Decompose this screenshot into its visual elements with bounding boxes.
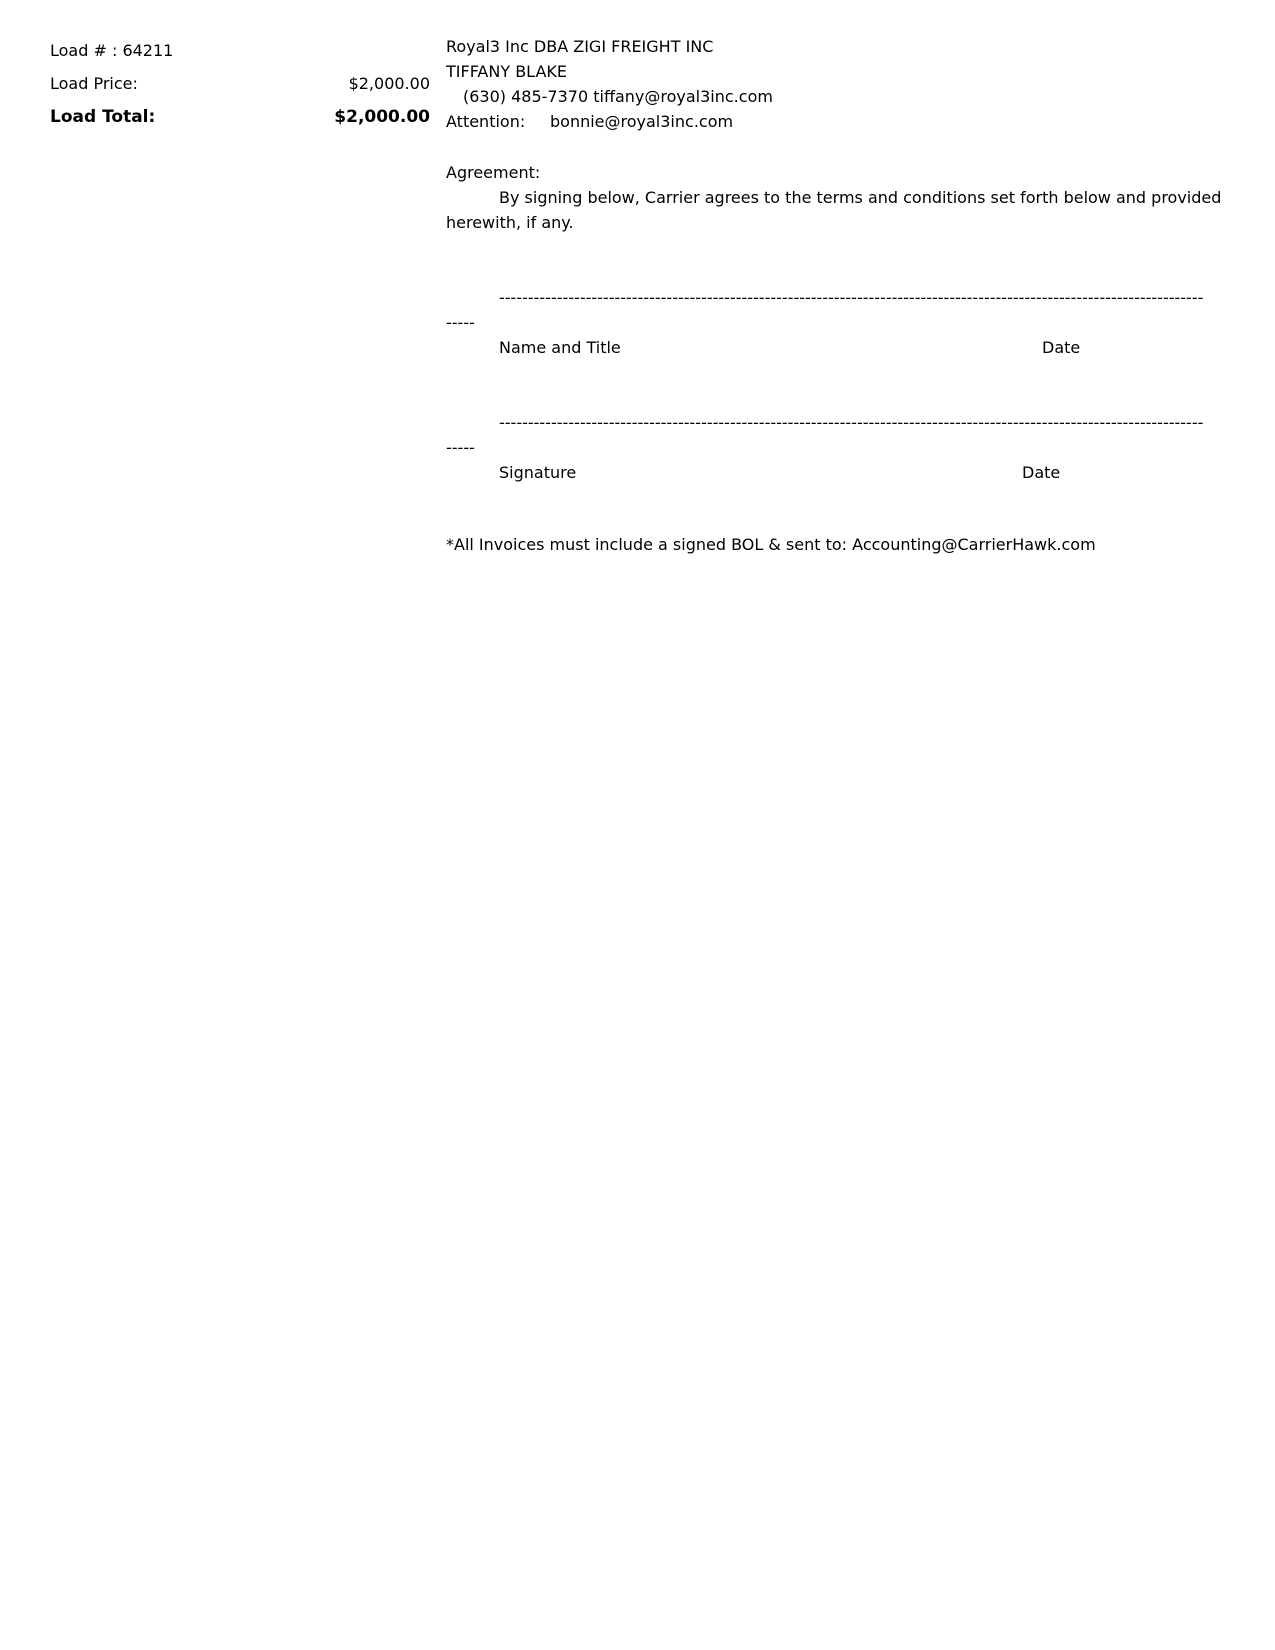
date-label: Date — [1042, 338, 1081, 357]
load-total-row — [50, 106, 430, 139]
agreement-section — [446, 160, 1226, 235]
attention-line — [446, 109, 1226, 134]
attention-label: Attention: — [446, 112, 526, 131]
date-label: Date — [1022, 463, 1061, 482]
name-title-signature-block — [446, 285, 1216, 360]
load-number: Load # : 64211 — [50, 41, 174, 60]
load-total-value: $2,000.00 — [334, 107, 430, 127]
name-and-title-label: Name and Title — [499, 338, 621, 357]
signature-dash-tail: ----- — [446, 438, 475, 457]
signature-labels — [446, 335, 1216, 360]
load-summary — [50, 40, 430, 139]
load-price-row — [50, 73, 430, 106]
signature-block — [446, 410, 1216, 485]
load-price-value: $2,000.00 — [348, 74, 430, 93]
carrier-company: Royal3 Inc DBA ZIGI FREIGHT INC — [446, 37, 714, 56]
carrier-contact-name: TIFFANY BLAKE — [446, 62, 568, 81]
signature-dash-line: -------------------------------------------------------------------------------------------------------------------------- — [499, 413, 1204, 432]
carrier-info — [446, 34, 1226, 134]
signature-dash-tail: ----- — [446, 313, 475, 332]
signature-label: Signature — [499, 463, 577, 482]
carrier-phone-email: (630) 485-7370 tiffany@royal3inc.com — [463, 87, 773, 106]
agreement-body: By signing below, Carrier agrees to the terms and conditions set forth below and provided herewith, if any. — [446, 188, 1222, 232]
signature-labels — [446, 460, 1216, 485]
invoice-footer-note: *All Invoices must include a signed BOL & sent to: Accounting@CarrierHawk.com — [446, 535, 1096, 554]
signature-dash-line: -------------------------------------------------------------------------------------------------------------------------- — [499, 288, 1204, 307]
agreement-heading: Agreement: — [446, 163, 541, 182]
attention-email: bonnie@royal3inc.com — [550, 112, 734, 131]
load-number-row — [50, 40, 430, 73]
load-price-label: Load Price: — [50, 74, 138, 93]
load-total-label: Load Total: — [50, 107, 156, 127]
